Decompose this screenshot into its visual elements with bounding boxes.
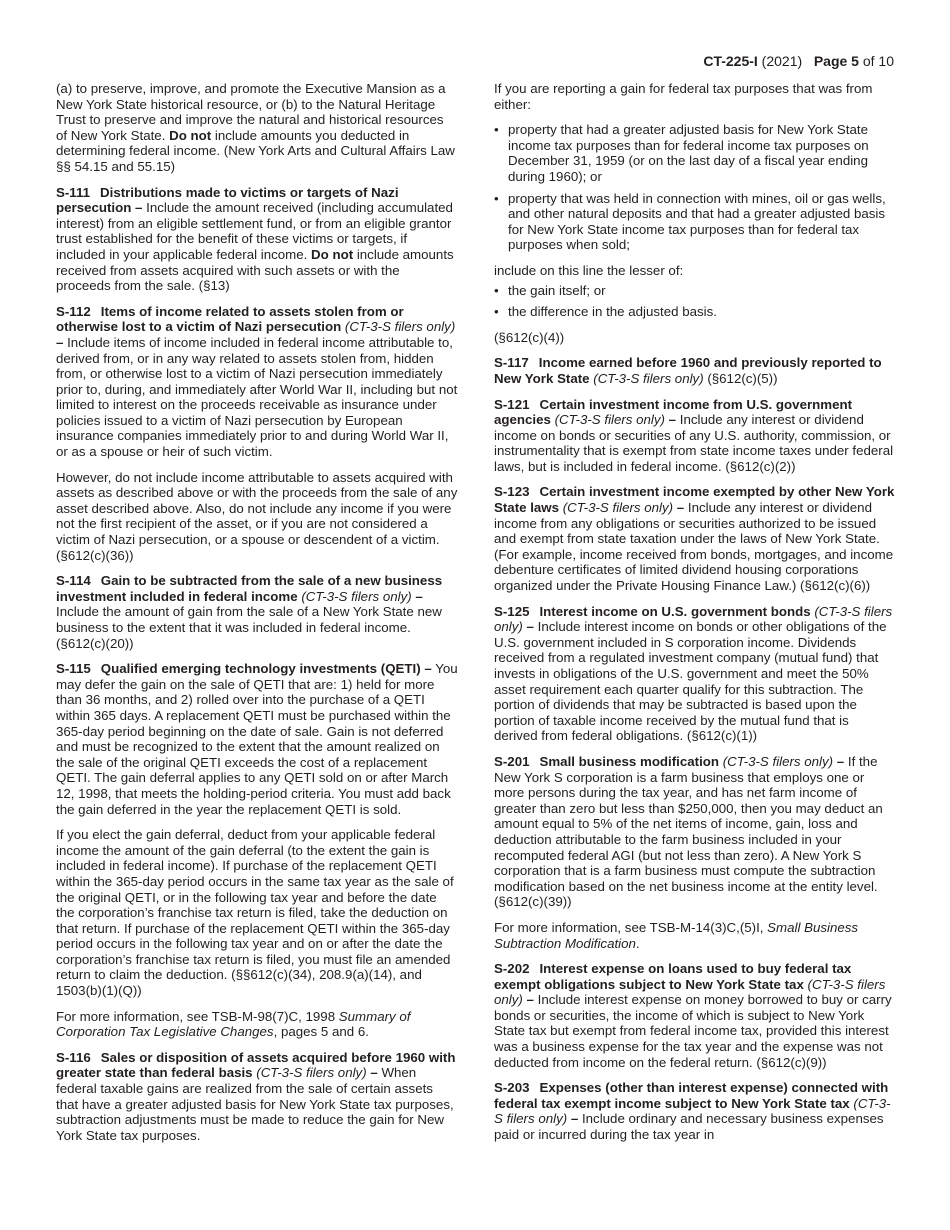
section-code: S-116 [56,1049,91,1065]
section-title: Gain to be subtracted from the sale of a new business investment included in federal income [56,573,443,604]
section-code: S-111 [56,184,91,200]
section-s117: S-117 Income earned before 1960 and previously reported to New York State (CT-3-S filers only) (§612(c)(5)) [494,355,882,386]
section-code: S-121 [494,396,530,412]
section-code: S-201 [494,753,530,769]
section-code: S-114 [56,573,91,589]
section-s116: S-116 Sales or disposition of assets acquired before 1960 with greater state than federal basis (CT-3-S filers only) – When federal taxable gains are realized from the sale of certain assets that have a greater adjusted basis for New York State tax purposes, subtraction adjustments must be made to reduce the gain for New York State tax purposes. [56,1049,456,1143]
form-year: (2021) [757,53,803,69]
section-title: Interest expense on loans used to buy federal tax exempt obligations subject to New York State tax [494,961,852,992]
section-s112: S-112 Items of income related to assets stolen from or otherwise lost to a victim of Nazi persecution (CT-3-S filers only) – Include items of income included in federal income attributable to, derived from, or in any way related to assets stolen from, hidden from, or otherwise lost to a victim of Nazi persecution immediately prior to, during, and immediately after World War II, including but not limited to interest on the proceeds receivable as insurance under policies issued to a victim of Nazi persecution by European insurance companies immediately prior to and during World War II, or as a spouse or heir of such victim. [56,303,458,460]
section-s125: S-125 Interest income on U.S. government bonds (CT-3-S filers only) – Include interest income on bonds or other obligations of the U.S. government included in S corporation income. Dividends received from a regulated investment company (mutual fund) that invests in obligations of the U.S. government and meet the 50% asset requirement each quarter qualify for this subtraction. The portion of dividends that may be subtracted is based upon the portion of taxable income received by the mutual fund that is derived from federal obligations. (§612(c)(1)) [494,603,893,744]
section-s123: S-123 Certain investment income exempted by other New York State laws (CT-3-S filers only) – Include any interest or dividend income from any obligations or securities authorized to be issued and exempt from state taxation under the laws of New York State. (For example, income received from bonds, mortgages, and income debenture certificates of limited dividend housing corporations organized under the Private Housing Finance Law.) (§612(c)(6)) [494,484,895,594]
paragraph-intro: If you are reporting a gain for federal tax purposes that was from either: [494,81,873,112]
section-title: Certain investment income from U.S. government agencies [494,396,853,428]
paragraph-citation: (§612(c)(4)) [494,329,565,345]
section-title: Items of income related to assets stolen from or otherwise lost to a victim of Nazi persecution [56,303,404,335]
paragraph-gain-deferral: If you elect the gain deferral, deduct from your applicable federal income the amount of the gain deferral (to the extent the gain is included in federal income). If purchase of the replacement QETI within the 365-day period occurs in the same tax year as the sale of the original QETI, or in the following tax year and before the date the corporation’s franchise tax return is filed, take the deduction on that return. If purchase of the replacement QETI within the 365-day period occurs in the following tax year and on or after the date the corporation’s franchise tax return is filed, you must file an amended return to claim the deduction. (§§612(c)(34), 208.9(a)(14), and 1503(b)(1)(Q)) [56,827,454,999]
section-title: Income earned before 1960 and previously reported to New York State [494,355,882,386]
section-title: Certain investment income exempted by other New York State laws [494,484,895,516]
list-item: • property that was held in connection with mines, oil or gas wells, and other natural deposits and that had a greater adjusted basis for New York State income tax purposes than for federal tax purposes when sold; [494,191,896,253]
section-title: Sales or disposition of assets acquired before 1960 with greater state than federal basis [56,1049,456,1081]
section-s115: S-115 Qualified emerging technology investments (QETI) – You may defer the gain on the sale of QETI that are: 1) held for more than 36 months, and 2) rolled over into the purchase of a QETI within 365 days. A replacement QETI must be purchased within the 365-day period beginning on the date of sale. Gain is not deferred and must be recognized to the extent that the amount realized on the sale of the original QETI exceeds the cost of a replacement QETI. The gain deferral applies to any QETI sold on or after March 12, 1998, that meets the holding-period criteria. You must add back the gain deferred in the year the replacement QETI is sold. [56,661,458,817]
section-title: Expenses (other than interest expense) connected with federal tax exempt income subject to New York State tax [494,1080,889,1111]
section-s114: S-114 Gain to be subtracted from the sale of a new business investment included in federal income (CT-3-S filers only) – Include the amount of gain from the sale of a New York State new business to the extent that it was included in federal income. (§612(c)(20)) [56,573,443,651]
bullet-list-lesser [494,283,896,320]
section-code: S-115 [56,661,91,677]
section-code: S-203 [494,1080,530,1096]
bullet-list-property [494,122,896,253]
section-code: S-202 [494,961,530,977]
form-number: CT-225-I [703,53,758,69]
page-header [703,53,894,69]
paragraph-preserve: (a) to preserve, improve, and promote the Executive Mansion as a New York State historical resource, or (b) to the Natural Heritage Trust to preserve and improve the natural and historical resources of New York State. Do not include amounts you deducted in determining federal income. (New York Arts and Cultural Affairs Law §§ 54.15 and 55.15) [56,81,455,174]
section-title: Distributions made to victims or targets of Nazi persecution – [56,184,399,216]
section-title: Small business modification [539,753,720,769]
section-title: Qualified emerging technology investments (QETI) – [100,661,432,677]
page-of: of 10 [858,53,894,69]
section-title: Interest income on U.S. government bonds [539,603,811,619]
section-s202: S-202 Interest expense on loans used to buy federal tax exempt obligations subject to New York State tax (CT-3-S filers only) – Include interest expense on money borrowed to buy or carry bonds or securities, the income of which is subject to New York State tax but exempt from federal income tax, provided this interest was a business expense for the tax year and the expense was not deducted from income on the federal return. (§612(c)(9)) [494,961,892,1070]
paragraph-however: However, do not include income attributable to assets acquired with assets as described above or with the proceeds from the sale of any asset described above. Also, do not include any income if you were not the first recipient of the asset, or if you are not considered a victim of Nazi persecution, or a spouse or descendent of a victim. (§612(c)(36)) [56,469,458,563]
list-item: • the difference in the adjusted basis. [494,304,896,320]
list-item: • the gain itself; or [494,283,896,299]
right-column [494,81,896,1153]
section-s201: S-201 Small business modification (CT-3-S filers only) – If the New York S corporation is a farm business that employs one or more persons during the tax year, and has net farm income of greater than zero but less than $250,000, then you may deduct an amount equal to 5% of the net items of income, gain, loss and deduction attributable to the farm business included in your recomputed federal AGI (but not less than zero). A New York S corporation that is a farm business must compute the subtraction modification based on the net business income at the entity level. (§612(c)(39)) [494,753,883,910]
list-item: • property that had a greater adjusted basis for New York State income tax purposes than for federal income tax purposes on December 31, 1959 (or on the last day of a fiscal year ending during 1960); or [494,122,896,184]
section-code: S-125 [494,603,530,619]
section-code: S-112 [56,303,91,319]
paragraph-more-info: For more information, see TSB-M-14(3)C,(5)I, Small Business Subtraction Modification. [494,919,859,951]
page-label: Page 5 [813,53,859,69]
section-code: S-117 [494,355,529,371]
paragraph-more-info: For more information, see TSB-M-98(7)C, 1998 Summary of Corporation Tax Legislative Changes, pages 5 and 6. [56,1008,411,1040]
section-code: S-123 [494,484,530,500]
section-s203: S-203 Expenses (other than interest expense) connected with federal tax exempt income subject to New York State tax (CT-3-S filers only) – Include ordinary and necessary business expenses paid or incurred during the tax year in [494,1080,891,1143]
section-s121: S-121 Certain investment income from U.S. government agencies (CT-3-S filers only) – Include any interest or dividend income on bonds or securities of any U.S. authority, commission, or instrumentality that is exempt from state income taxes under federal laws, but is included in federal income. (§612(c)(2)) [494,396,894,474]
left-column [56,81,458,1153]
paragraph-include: include on this line the lesser of: [494,262,684,278]
section-s111: S-111 Distributions made to victims or targets of Nazi persecution – Include the amount received (including accumulated interest) from an eligible settlement fund, or from an eligible grantor trust established for the benefit of these victims or targets, if included in your applicable federal income. Do not include amounts received from assets acquired with such assets or with the proceeds from the sale. (§13) [56,184,454,294]
